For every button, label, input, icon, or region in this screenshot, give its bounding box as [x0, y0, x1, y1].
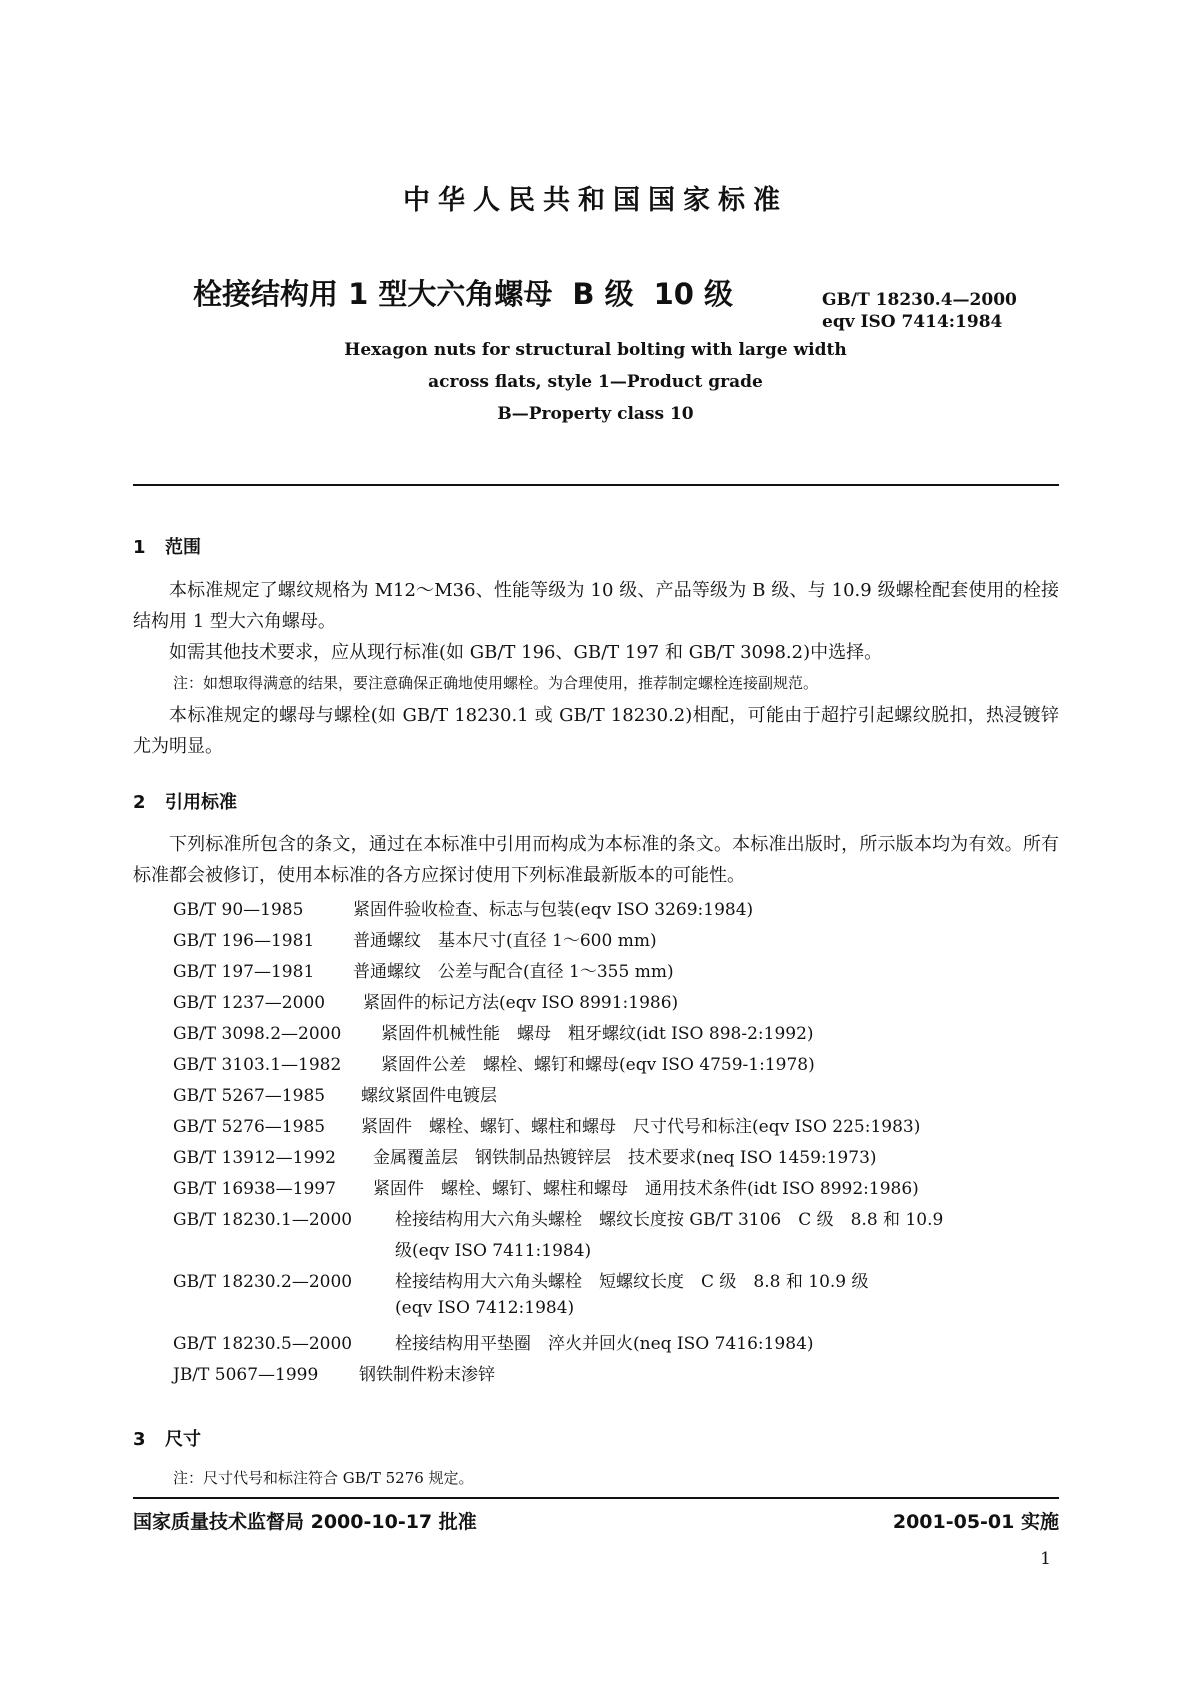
section-title: 引用标准 — [165, 792, 237, 813]
reference-item — [173, 1205, 943, 1230]
section-1-paragraph-1: 本标准规定了螺纹规格为 M12～M36、性能等级为 10 级、产品等级为 B 级、与 10.9 级螺栓配套使用的栓接结构用 1 型大六角螺母。 — [133, 580, 1059, 632]
title-class: 10 级 — [653, 277, 734, 311]
reference-code: GB/T 3103.1—1982 — [173, 1055, 342, 1075]
reference-continuation: 级(eqv ISO 7411:1984) — [395, 1241, 592, 1261]
section-1-paragraph-3: 本标准规定的螺母与螺栓(如 GB/T 18230.1 或 GB/T 18230.2)相配，可能由于超拧引起螺纹脱扣，热浸镀锌尤为明显。 — [133, 705, 1059, 757]
standard-equivalent: eqv ISO 7414:1984 — [822, 312, 1003, 332]
reference-code: JB/T 5067—1999 — [173, 1365, 319, 1385]
national-standard-title: 中华人民共和国国家标准 — [403, 185, 788, 216]
reference-title: 紧固件公差 螺栓、螺钉和螺母(eqv ISO 4759-1:1978) — [381, 1055, 815, 1075]
reference-code: GB/T 5276—1985 — [173, 1117, 326, 1137]
footer-divider — [133, 1497, 1059, 1499]
effective-date: 2001-05-01 实施 — [892, 1511, 1059, 1533]
reference-code: GB/T 3098.2—2000 — [173, 1024, 342, 1044]
reference-continuation: (eqv ISO 7412:1984) — [395, 1298, 575, 1318]
section-1-paragraph-2: 如需其他技术要求，应从现行标准(如 GB/T 196、GB/T 197 和 GB/T 3098.2)中选择。 — [169, 642, 883, 663]
reference-code: GB/T 90—1985 — [173, 900, 304, 920]
reference-code: GB/T 16938—1997 — [173, 1179, 336, 1199]
reference-item — [173, 1112, 920, 1137]
reference-title: 紧固件验收检查、标志与包装(eqv ISO 3269:1984) — [353, 900, 754, 920]
reference-item — [173, 1143, 877, 1168]
reference-title: 金属覆盖层 钢铁制品热镀锌层 技术要求(neq ISO 1459:1973) — [373, 1148, 877, 1168]
section-number: 2 — [133, 792, 146, 813]
header-divider — [133, 484, 1059, 486]
reference-title: 栓接结构用大六角头螺栓 短螺纹长度 C 级 8.8 和 10.9 级 — [395, 1272, 869, 1292]
reference-title: 紧固件 螺栓、螺钉、螺柱和螺母 通用技术条件(idt ISO 8992:1986) — [373, 1179, 919, 1199]
section-number: 3 — [133, 1429, 146, 1450]
english-title-line-2: across flats, style 1—Product grade — [428, 372, 763, 392]
reference-code: GB/T 18230.5—2000 — [173, 1334, 353, 1354]
section-3-heading — [133, 1425, 201, 1451]
reference-title: 紧固件机械性能 螺母 粗牙螺纹(idt ISO 898-2:1992) — [381, 1024, 814, 1044]
reference-title: 普通螺纹 公差与配合(直径 1～355 mm) — [353, 962, 674, 982]
reference-title: 紧固件的标记方法(eqv ISO 8991:1986) — [363, 993, 679, 1013]
reference-title: 螺纹紧固件电镀层 — [361, 1086, 497, 1106]
reference-title: 栓接结构用大六角头螺栓 螺纹长度按 GB/T 3106 C 级 8.8 和 10.9 — [395, 1210, 944, 1230]
page-number: 1 — [1040, 1549, 1051, 1569]
section-2-heading — [133, 788, 237, 814]
title-main: 栓接结构用 1 型大六角螺母 — [193, 277, 553, 311]
document-title — [193, 272, 753, 313]
reference-code: GB/T 18230.2—2000 — [173, 1272, 353, 1292]
reference-code: GB/T 5267—1985 — [173, 1086, 326, 1106]
section-number: 1 — [133, 537, 146, 558]
reference-item — [173, 1050, 815, 1075]
english-title-line-3: B—Property class 10 — [497, 404, 694, 424]
approval-statement: 国家质量技术监督局 2000-10-17 批准 — [133, 1511, 477, 1533]
reference-item — [173, 1081, 497, 1106]
reference-item — [173, 1019, 814, 1044]
reference-item — [173, 988, 678, 1013]
reference-item — [173, 1360, 495, 1385]
section-3-note: 注：尺寸代号和标注符合 GB/T 5276 规定。 — [173, 1469, 474, 1487]
reference-item — [173, 1267, 869, 1292]
standard-number: GB/T 18230.4—2000 — [822, 290, 1017, 310]
english-title-line-1: Hexagon nuts for structural bolting with large width — [344, 340, 847, 360]
section-1-note: 注：如想取得满意的结果，要注意确保正确地使用螺栓。为合理使用，推荐制定螺栓连接副规范。 — [173, 674, 819, 692]
reference-code: GB/T 1237—2000 — [173, 993, 326, 1013]
reference-code: GB/T 18230.1—2000 — [173, 1210, 353, 1230]
section-title: 范围 — [165, 537, 201, 558]
reference-item — [173, 1174, 919, 1199]
reference-item — [173, 926, 657, 951]
section-1-heading — [133, 533, 201, 559]
section-2-intro: 下列标准所包含的条文，通过在本标准中引用而构成为本标准的条文。本标准出版时，所示版本均为有效。所有标准都会被修订，使用本标准的各方应探讨使用下列标准最新版本的可能性。 — [133, 834, 1059, 886]
reference-item — [173, 1329, 814, 1354]
reference-title: 钢铁制件粉末渗锌 — [359, 1365, 495, 1385]
title-grade: B 级 — [572, 277, 634, 311]
reference-title: 普通螺纹 基本尺寸(直径 1～600 mm) — [353, 931, 657, 951]
reference-title: 紧固件 螺栓、螺钉、螺柱和螺母 尺寸代号和标注(eqv ISO 225:1983) — [361, 1117, 921, 1137]
reference-code: GB/T 13912—1992 — [173, 1148, 336, 1168]
reference-code: GB/T 196—1981 — [173, 931, 315, 951]
reference-code: GB/T 197—1981 — [173, 962, 315, 982]
reference-item — [173, 895, 753, 920]
reference-title: 栓接结构用平垫圈 淬火并回火(neq ISO 7416:1984) — [395, 1334, 814, 1354]
section-title: 尺寸 — [165, 1429, 201, 1450]
reference-item — [173, 957, 674, 982]
